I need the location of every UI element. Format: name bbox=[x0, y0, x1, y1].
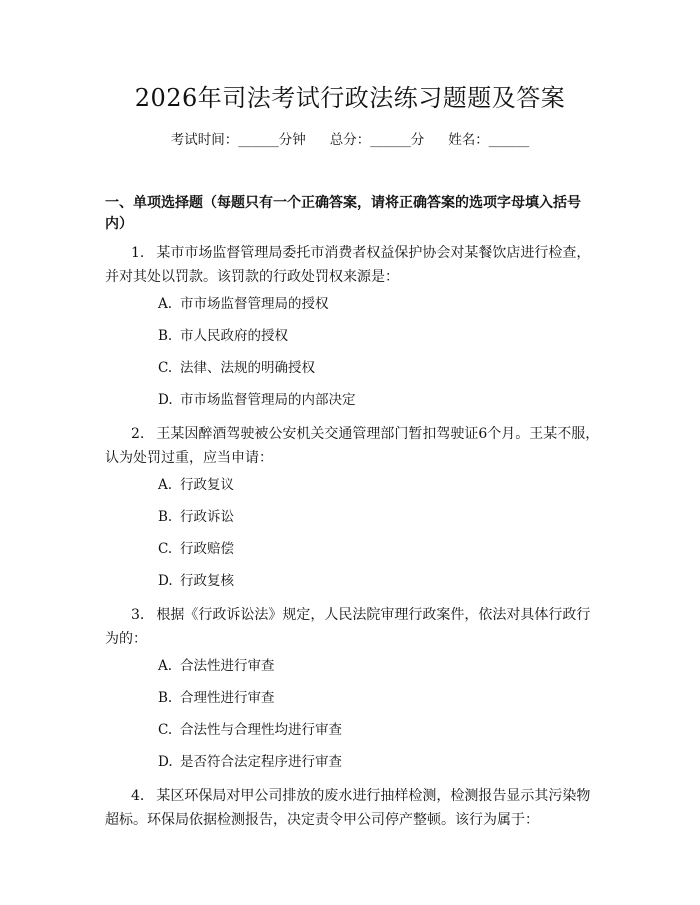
total-score-field: 总分：______分 bbox=[329, 132, 425, 148]
question-text: 根据《行政诉讼法》规定，人民法院审理行政案件，依法对具体行政行为的： bbox=[105, 607, 591, 647]
option-3c bbox=[158, 720, 342, 740]
question-number: 4. bbox=[131, 788, 145, 804]
option-text: 市市场监督管理局的授权 bbox=[180, 296, 329, 312]
option-1d bbox=[158, 390, 356, 410]
question-text: 某区环保局对甲公司排放的废水进行抽样检测，检测报告显示其污染物超标。环保局依据检测报告，决定责令甲公司停产整顿。该行为属于： bbox=[105, 788, 591, 828]
question-3 bbox=[105, 603, 600, 651]
option-letter: C. bbox=[158, 541, 173, 557]
option-1a bbox=[158, 294, 329, 314]
option-letter: C. bbox=[158, 722, 173, 738]
option-letter: D. bbox=[158, 573, 173, 589]
option-letter: D. bbox=[158, 754, 173, 770]
exam-info-line bbox=[0, 130, 700, 150]
question-2 bbox=[105, 422, 600, 470]
option-text: 行政复议 bbox=[180, 477, 234, 493]
option-2a bbox=[158, 475, 234, 495]
exam-time-field: 考试时间：______分钟 bbox=[170, 132, 306, 148]
name-field: 姓名：______ bbox=[448, 132, 530, 148]
option-text: 合理性进行审查 bbox=[180, 690, 275, 706]
option-text: 市市场监督管理局的内部决定 bbox=[180, 392, 356, 408]
question-number: 2. bbox=[131, 426, 145, 442]
option-2d bbox=[158, 571, 234, 591]
option-2c bbox=[158, 539, 234, 559]
option-letter: C. bbox=[158, 360, 173, 376]
question-4 bbox=[105, 784, 600, 832]
question-text: 某市市场监督管理局委托市消费者权益保护协会对某餐饮店进行检查，并对其处以罚款。该罚款的行政处罚权来源是： bbox=[105, 245, 591, 285]
option-3b bbox=[158, 688, 275, 708]
option-letter: A. bbox=[158, 296, 173, 312]
option-text: 法律、法规的明确授权 bbox=[180, 360, 315, 376]
section-title: 一、单项选择题（每题只有一个正确答案，请将正确答案的选项字母填入括号内） bbox=[105, 195, 581, 232]
option-text: 是否符合法定程序进行审查 bbox=[180, 754, 342, 770]
option-3d bbox=[158, 752, 342, 772]
question-text: 王某因醉酒驾驶被公安机关交通管理部门暂扣驾驶证6个月。王某不服，认为处罚过重，应当申请： bbox=[105, 426, 600, 466]
question-number: 3. bbox=[131, 607, 145, 623]
option-text: 合法性进行审查 bbox=[180, 658, 275, 674]
option-3a bbox=[158, 656, 275, 676]
option-letter: B. bbox=[158, 509, 173, 525]
option-letter: B. bbox=[158, 328, 173, 344]
question-1 bbox=[105, 241, 600, 289]
option-1b bbox=[158, 326, 288, 346]
option-2b bbox=[158, 507, 234, 527]
option-text: 市人民政府的授权 bbox=[180, 328, 288, 344]
option-letter: A. bbox=[158, 477, 173, 493]
option-text: 行政复核 bbox=[180, 573, 234, 589]
document-title: 2026年司法考试行政法练习题题及答案 bbox=[134, 84, 566, 112]
option-text: 合法性与合理性均进行审查 bbox=[180, 722, 342, 738]
question-number: 1. bbox=[131, 245, 145, 261]
option-text: 行政赔偿 bbox=[180, 541, 234, 557]
option-text: 行政诉讼 bbox=[180, 509, 234, 525]
option-1c bbox=[158, 358, 315, 378]
option-letter: B. bbox=[158, 690, 173, 706]
option-letter: D. bbox=[158, 392, 173, 408]
option-letter: A. bbox=[158, 658, 173, 674]
